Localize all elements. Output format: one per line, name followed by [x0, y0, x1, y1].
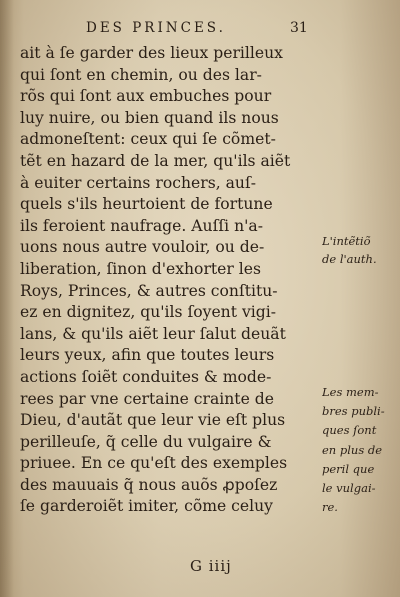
text-line: quels s'ils heurtoient de fortune [20, 195, 273, 214]
text-line: lans, & qu'ils aiẽt leur ſalut deuãt [20, 324, 286, 343]
body-text [20, 43, 322, 518]
spine-shadow [0, 0, 14, 597]
marginal-note-line: Les mem- [322, 385, 379, 399]
marginal-note-line: re. [322, 500, 338, 515]
text-line: des mauuais q̃ nous auõs ꝓpoſez [20, 475, 278, 494]
marginal-note-line: ques ſont [322, 423, 377, 438]
marginal-note-line: en plus de [322, 442, 383, 457]
text-line: rees par vne certaine crainte de [20, 389, 274, 408]
page-number: 31 [290, 20, 308, 36]
marginal-note-author-intent [322, 232, 396, 268]
text-line: uons nous autre vouloir, ou de- [20, 238, 265, 257]
marginal-note-line: peril que [322, 461, 375, 476]
marginal-note-public-members [322, 383, 396, 517]
text-line: Dieu, d'autãt que leur vie eſt plus [20, 411, 286, 430]
text-line: admoneſtent: ceux qui ſe cõmet- [20, 130, 276, 149]
marginal-note-line: de l'auth. [322, 252, 377, 266]
text-line: priuee. En ce qu'eſt des exemples [20, 454, 288, 473]
text-line: ils feroient naufrage. Auſſi n'a- [20, 216, 263, 235]
marginal-note-line: bres publi- [322, 404, 385, 419]
text-line: à euiter certains rochers, auſ- [20, 173, 256, 192]
text-line: Roys, Princes, & autres conſtitu- [20, 281, 278, 300]
text-line: ſe garderoiẽt imiter, cõme celuy [20, 497, 273, 516]
text-line: rõs qui ſont aux embuches pour [20, 87, 272, 106]
text-line: qui ſont en chemin, ou des lar- [20, 65, 262, 84]
text-line: tẽt en hazard de la mer, qu'ils aiẽt [20, 151, 291, 170]
text-line: actions ſoiẽt conduites & mode- [20, 367, 272, 386]
text-line: ez en dignitez, qu'ils ſoyent vigi- [20, 303, 276, 322]
marginal-note-line: L'intẽtiõ [322, 234, 371, 248]
signature-mark: G iiij [190, 557, 232, 575]
text-line: liberation, ſinon d'exhorter les [20, 259, 262, 278]
text-line: luy nuire, ou bien quand ils nous [20, 108, 279, 127]
text-line: perilleuſe, q̃ celle du vulgaire & [20, 432, 272, 451]
marginal-note-line: le vulgai- [322, 480, 376, 495]
running-head: DES PRINCES. [86, 20, 226, 36]
text-line: leurs yeux, afin que toutes leurs [20, 346, 275, 365]
text-line: ait à ſe garder des lieux perilleux [20, 44, 283, 62]
